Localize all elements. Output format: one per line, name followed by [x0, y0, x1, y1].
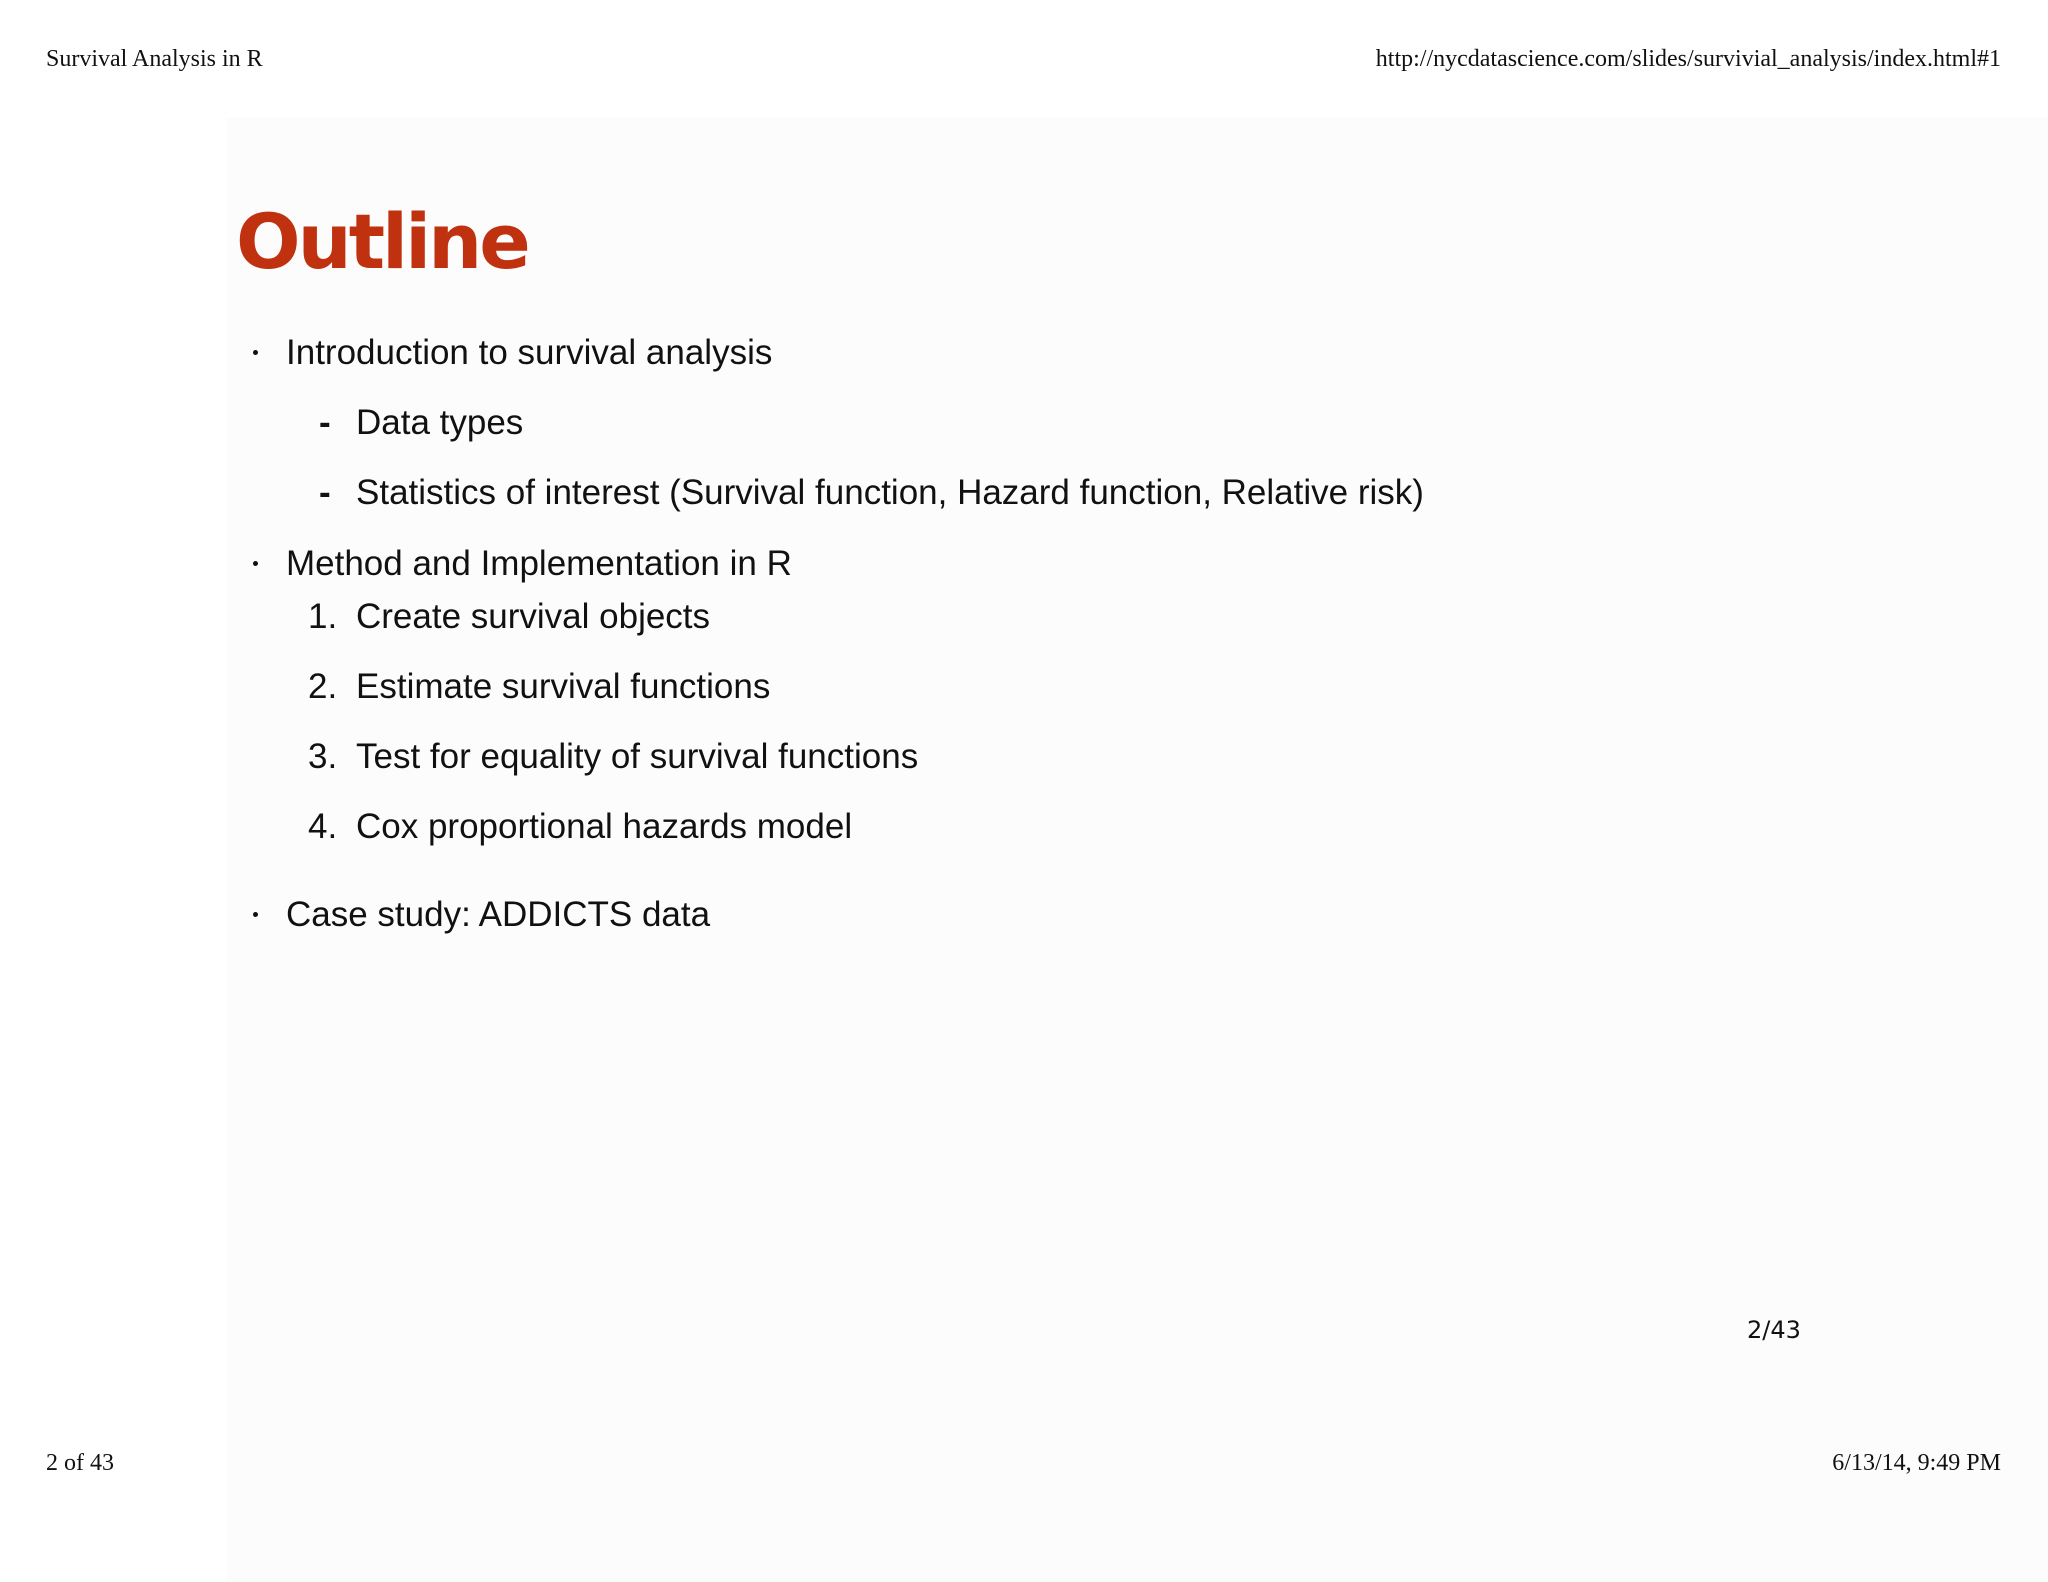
- subitem-1: Data types: [356, 403, 524, 442]
- bullet-item-2: Method and Implementation in R: [286, 544, 792, 583]
- dash-marker-1: -: [319, 403, 331, 442]
- list-number-1: 1.: [308, 597, 338, 636]
- print-footer-datetime: 6/13/14, 9:49 PM: [1832, 1450, 2001, 1476]
- dash-marker-2: -: [319, 473, 331, 512]
- subitem-2: Statistics of interest (Survival function, Hazard function, Relative risk): [356, 473, 1424, 512]
- numbered-item-2: Estimate survival functions: [356, 667, 771, 706]
- slide-title: Outline: [236, 197, 528, 286]
- list-number-3: 3.: [308, 737, 338, 776]
- bullet-dot-3: [253, 912, 258, 917]
- list-number-2: 2.: [308, 667, 338, 706]
- print-footer-page: 2 of 43: [46, 1450, 114, 1476]
- slide-number: 2/43: [1747, 1316, 1801, 1344]
- bullet-item-1: Introduction to survival analysis: [286, 333, 773, 372]
- numbered-item-4: Cox proportional hazards model: [356, 807, 853, 846]
- print-header-url: http://nycdatascience.com/slides/survivial_analysis/index.html#1: [1375, 46, 2001, 72]
- print-header-title: Survival Analysis in R: [46, 46, 263, 72]
- numbered-item-3: Test for equality of survival functions: [356, 737, 919, 776]
- bullet-item-3: Case study: ADDICTS data: [286, 895, 711, 934]
- bullet-dot-2: [253, 561, 258, 566]
- bullet-dot-1: [253, 350, 258, 355]
- list-number-4: 4.: [308, 807, 338, 846]
- numbered-item-1: Create survival objects: [356, 597, 711, 636]
